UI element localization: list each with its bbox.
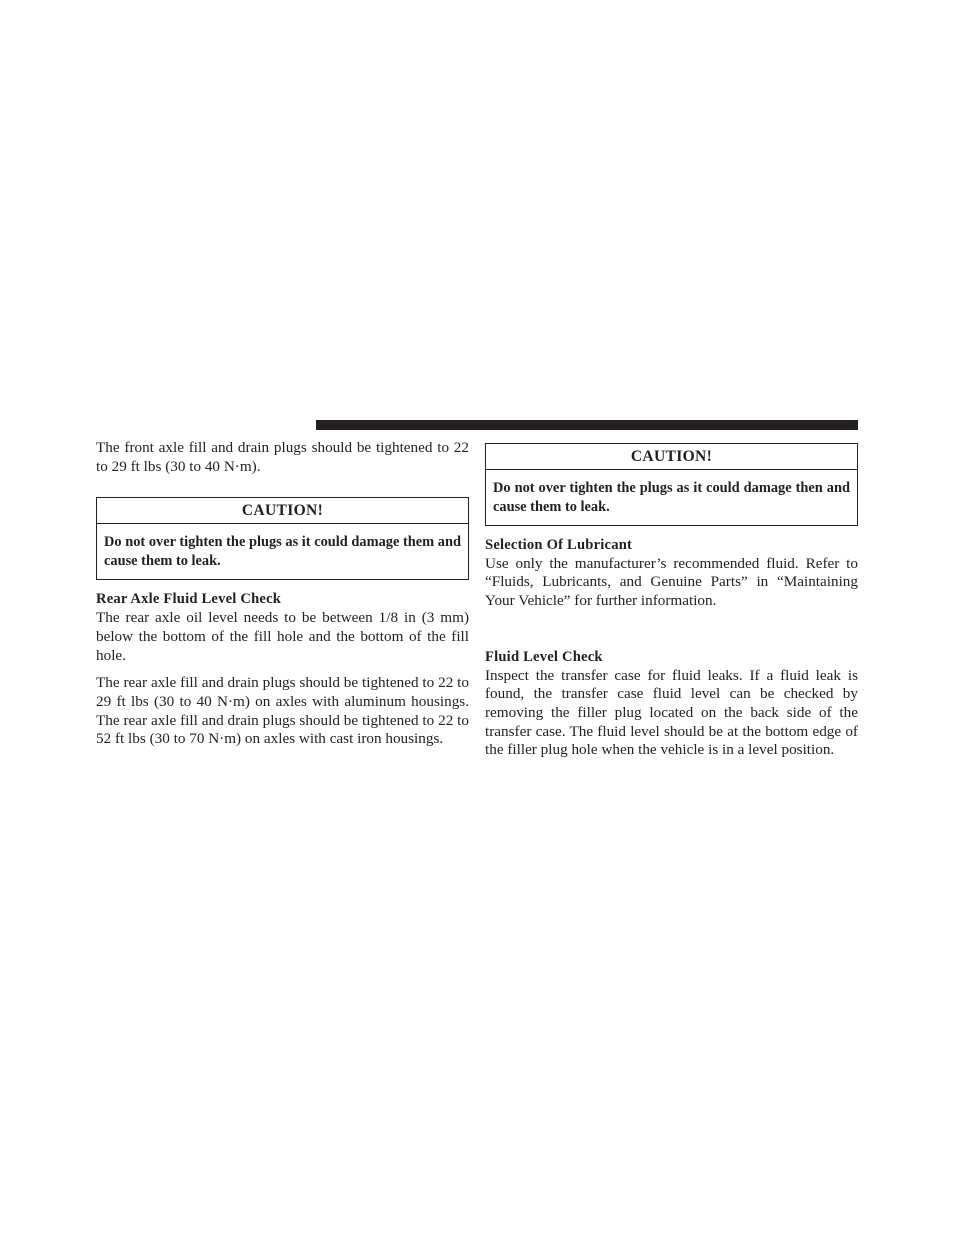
- rear-axle-level-paragraph: The rear axle oil level needs to be between 1/8 in (3 mm) below the bottom of the fill hole and the bottom of the fill hole.: [96, 609, 469, 664]
- fluid-level-paragraph: Inspect the transfer case for fluid leaks. If a fluid leak is found, the transfer case fluid level can be checked by removing the filler plug located on the back side of the transfer case. The fluid level should be at the bottom edge of the filler plug hole when the vehicle is in a level position.: [485, 666, 858, 759]
- caution-text: Do not over tighten the plugs as it could damage then and cause them to leak.: [493, 480, 850, 515]
- caution-title: CAUTION!: [486, 444, 857, 470]
- caution-box: [96, 497, 469, 580]
- caution-box: [485, 443, 858, 526]
- lubricant-paragraph: Use only the manufacturer’s recommended fluid. Refer to “Fluids, Lubricants, and Genuine Parts” in “Maintaining Your Vehicle” for further information.: [485, 554, 858, 610]
- front-axle-torque-paragraph: The front axle fill and drain plugs should be tightened to 22 to 29 ft lbs (30 to 40 N·m).: [96, 439, 469, 475]
- rear-axle-torque-paragraph: The rear axle fill and drain plugs should be tightened to 22 to 29 ft lbs (30 to 40 N·m) on axles with aluminum housings. The rear axle fill and drain plugs should be tightened to 22 to 52 ft lbs (30 to 70 N·m) on axles with cast iron housings.: [96, 674, 469, 748]
- caution-title: CAUTION!: [97, 498, 468, 524]
- right-column: [485, 443, 858, 760]
- lubricant-heading: Selection Of Lubricant: [485, 537, 633, 553]
- section-header-bar: [316, 420, 858, 430]
- caution-text: Do not over tighten the plugs as it could damage them and cause them to leak.: [104, 534, 461, 569]
- fluid-level-heading: Fluid Level Check: [485, 648, 603, 665]
- left-column: [96, 439, 469, 749]
- rear-axle-heading: Rear Axle Fluid Level Check: [96, 591, 282, 608]
